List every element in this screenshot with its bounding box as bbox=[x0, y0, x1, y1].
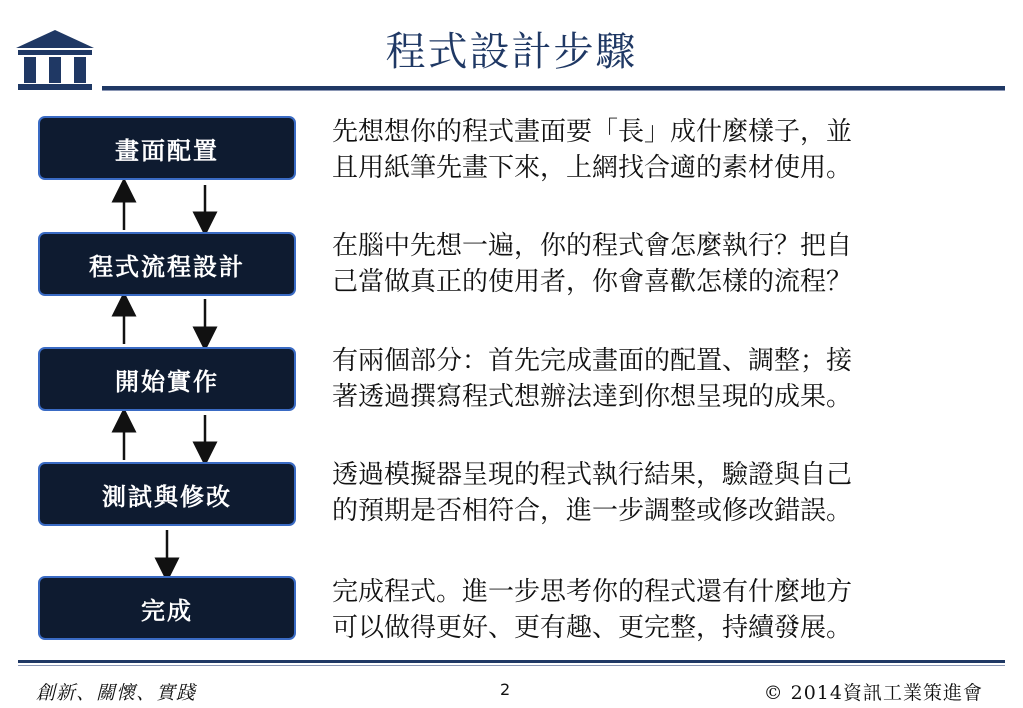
step-description-flow-design bbox=[332, 228, 992, 300]
description-line: 可以做得更好、更有趣、更完整，持續發展。 bbox=[332, 613, 853, 643]
step-description-complete bbox=[332, 574, 992, 646]
slide-title: 程式設計步驟 bbox=[385, 29, 638, 75]
description-line: 己當做真正的使用者，你會喜歡怎樣的流程？ bbox=[332, 267, 853, 297]
step-box-layout: 畫面配置 bbox=[38, 116, 296, 180]
description-line: 透過模擬器呈現的程式執行結果，驗證與自己 bbox=[332, 460, 853, 490]
page-number: 2 bbox=[500, 680, 511, 699]
step-description-implement bbox=[332, 343, 992, 415]
step-description-layout bbox=[332, 114, 992, 186]
footer-copyright: © 2014資訊工業策進會 bbox=[763, 682, 983, 704]
description-line: 有兩個部分：首先完成畫面的配置、調整；接 bbox=[332, 346, 853, 376]
description-line: 的預期是否相符合，進一步調整或修改錯誤。 bbox=[332, 496, 853, 526]
footer-divider bbox=[18, 660, 1005, 663]
description-line: 先想想你的程式畫面要「長」成什麼樣子，並 bbox=[332, 117, 853, 147]
description-line: 著透過撰寫程式想辦法達到你想呈現的成果。 bbox=[332, 382, 853, 412]
step-description-test-modify bbox=[332, 457, 992, 529]
description-line: 且用紙筆先畫下來，上網找合適的素材使用。 bbox=[332, 153, 853, 183]
step-box-test-modify: 測試與修改 bbox=[38, 462, 296, 526]
description-line: 完成程式。進一步思考你的程式還有什麼地方 bbox=[332, 577, 853, 607]
step-box-implement: 開始實作 bbox=[38, 347, 296, 411]
footer-motto: 創新、關懷、實踐 bbox=[36, 682, 197, 704]
description-line: 在腦中先想一遍，你的程式會怎麼執行？把自 bbox=[332, 231, 853, 261]
footer-divider-thin bbox=[18, 665, 1005, 666]
step-box-complete: 完成 bbox=[38, 576, 296, 640]
step-box-flow-design: 程式流程設計 bbox=[38, 232, 296, 296]
